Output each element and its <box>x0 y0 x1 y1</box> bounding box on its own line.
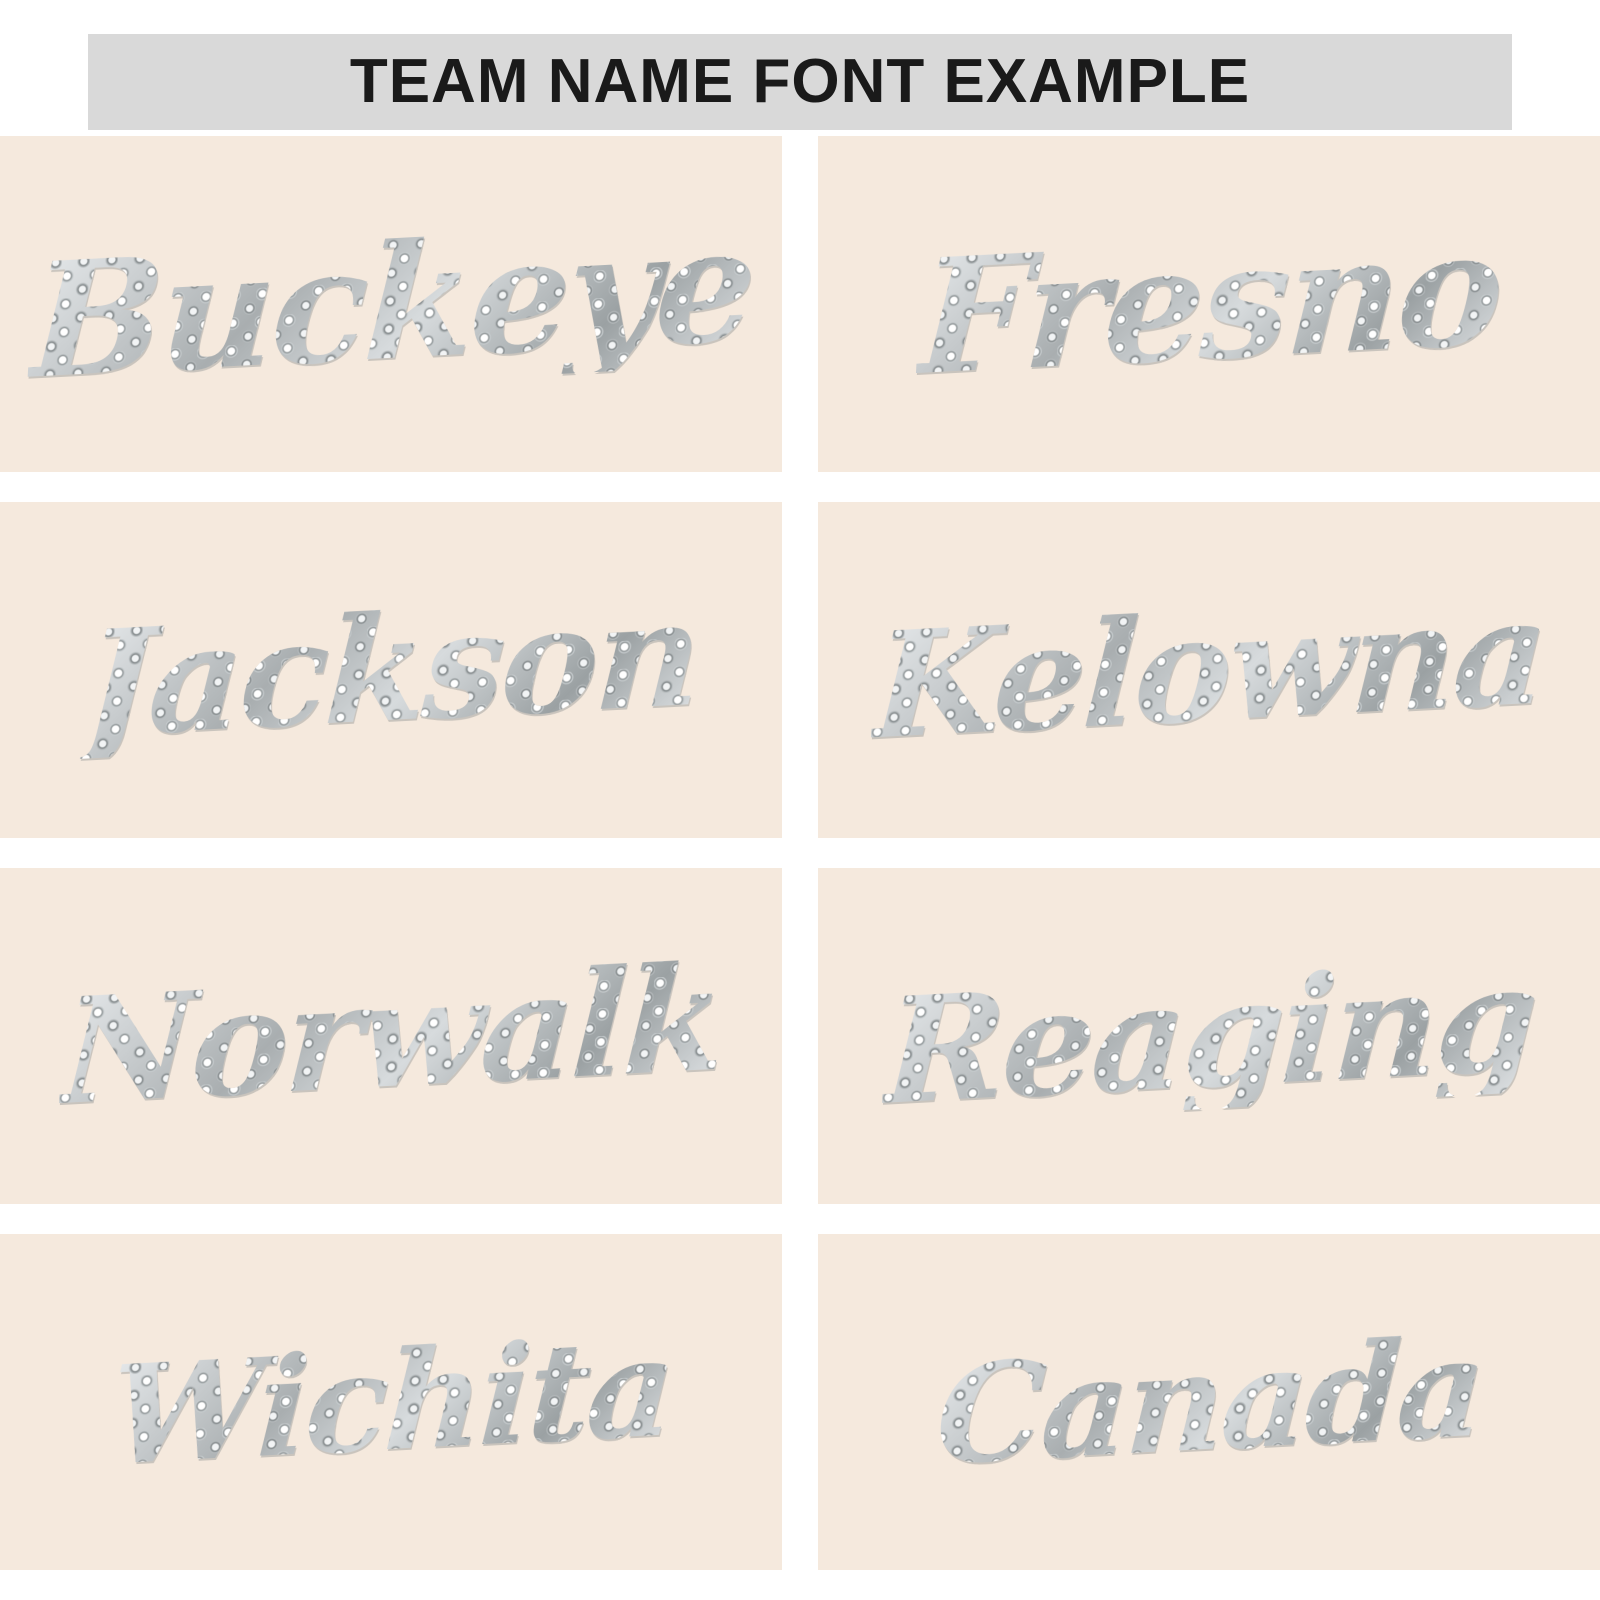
grid-gutter <box>782 868 818 1204</box>
font-sample-cell[interactable] <box>0 502 782 838</box>
grid-gutter <box>782 502 818 838</box>
header-band <box>88 34 1512 130</box>
team-name-sample: Wichita <box>106 1307 676 1497</box>
font-sample-cell[interactable] <box>818 868 1600 1204</box>
font-sample-cell[interactable] <box>0 136 782 472</box>
font-sample-cell[interactable] <box>0 1234 782 1570</box>
team-name-sample: Canada <box>932 1307 1486 1497</box>
font-sample-cell[interactable] <box>818 1234 1600 1570</box>
font-sample-cell[interactable] <box>818 502 1600 838</box>
team-name-sample: Jackson <box>79 568 703 771</box>
font-sample-grid <box>0 136 1600 1600</box>
team-name-sample: Reaging <box>879 933 1539 1138</box>
team-name-sample: Fresno <box>913 195 1505 412</box>
page-title: TEAM NAME FONT EXAMPLE <box>349 47 1251 116</box>
grid-gutter <box>782 1234 818 1570</box>
font-sample-cell[interactable] <box>818 136 1600 472</box>
font-sample-cell[interactable] <box>0 868 782 1204</box>
grid-gutter <box>782 136 818 472</box>
team-name-sample: Buckeye <box>25 192 757 415</box>
team-name-sample: Norwalk <box>56 932 726 1139</box>
team-name-sample: Kelowna <box>869 566 1549 773</box>
